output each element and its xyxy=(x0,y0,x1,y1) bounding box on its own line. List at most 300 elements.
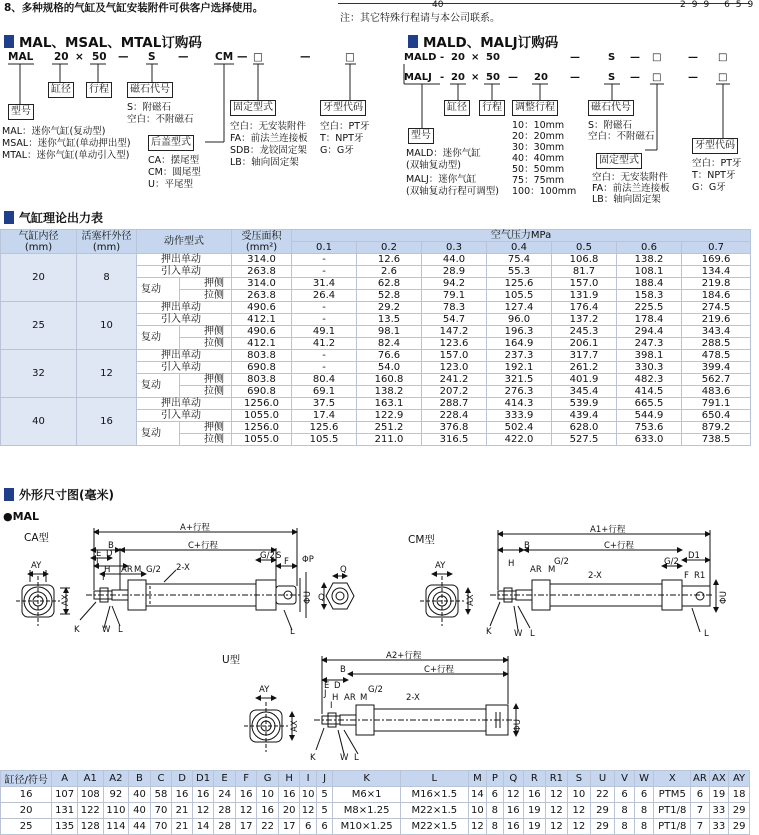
force-value-cell: 791.1 xyxy=(682,398,751,410)
malj-code-dash: — xyxy=(570,72,580,83)
mal-box-mount: 固定型式 xyxy=(230,100,276,116)
table-row xyxy=(1,350,751,362)
col-pressure-value: 0.3 xyxy=(422,242,487,254)
area-cell: 490.6 xyxy=(232,302,292,314)
mal-box-stroke: 行程 xyxy=(86,82,112,98)
dim-col-header: J xyxy=(316,771,332,787)
mal-code-model: MAL xyxy=(8,51,34,63)
dim-value-cell: 107 xyxy=(52,787,78,803)
force-value-cell: 178.4 xyxy=(617,314,682,326)
force-value-cell: 247.3 xyxy=(617,338,682,350)
force-value-cell: 105.5 xyxy=(292,434,357,446)
action-double-cell: 复动 xyxy=(137,374,180,398)
mald-order-title: MALD、MALJ订购码 xyxy=(423,35,559,51)
dim-value-cell: 12 xyxy=(235,803,257,819)
force-value-cell: 206.1 xyxy=(552,338,617,350)
dim-col-header: B xyxy=(129,771,151,787)
u-end-view xyxy=(244,698,292,752)
svg-text:E: E xyxy=(96,549,102,559)
dim-value-cell: 12 xyxy=(468,819,486,835)
mald-box-mount: 固定型式 xyxy=(596,153,642,169)
dim-value-cell: 19 xyxy=(524,803,546,819)
malj-code-dash: — xyxy=(688,72,698,83)
mal-rear-desc-2: CM：圆尾型 xyxy=(148,167,201,178)
dim-col-header: L xyxy=(400,771,468,787)
area-cell: 1055.0 xyxy=(232,434,292,446)
svg-text:B: B xyxy=(108,541,114,551)
mald-box-bore: 缸径 xyxy=(444,100,470,116)
force-value-cell: 316.5 xyxy=(422,434,487,446)
cm-end-view xyxy=(420,574,468,626)
table-row xyxy=(1,398,751,410)
force-value-cell: 79.1 xyxy=(422,290,487,302)
svg-text:AR: AR xyxy=(121,565,133,575)
u-type-label: U型 xyxy=(222,654,241,666)
cut-value: 659 xyxy=(724,0,759,10)
dim-value-cell: 10 xyxy=(300,787,316,803)
mal-mount-desc-3: SDB：龙铰固定架 xyxy=(230,145,307,156)
force-value-cell: 157.0 xyxy=(422,350,487,362)
col-pressure-value: 0.7 xyxy=(682,242,751,254)
dim-value-cell: 28 xyxy=(214,819,236,835)
mal-magnet-desc-1: S：附磁石 xyxy=(127,102,172,113)
force-value-cell: 241.2 xyxy=(422,374,487,386)
dim-value-cell: 17 xyxy=(278,819,300,835)
svg-text:2-X: 2-X xyxy=(176,563,190,573)
svg-text:B: B xyxy=(524,541,530,551)
mald-box-model: 型号 xyxy=(408,128,434,144)
force-value-cell: 321.5 xyxy=(487,374,552,386)
force-value-cell: 31.4 xyxy=(292,278,357,290)
mald-thread-desc-1: 空白：PT牙 xyxy=(692,158,742,169)
force-value-cell: 26.4 xyxy=(292,290,357,302)
force-value-cell: 196.3 xyxy=(487,326,552,338)
dim-value-cell: 19 xyxy=(524,819,546,835)
force-value-cell: - xyxy=(292,362,357,374)
dim-value-cell: 6 xyxy=(615,787,634,803)
force-value-cell: 650.4 xyxy=(682,410,751,422)
force-value-cell: 414.3 xyxy=(487,398,552,410)
dim-col-header: E xyxy=(214,771,236,787)
svg-text:R1: R1 xyxy=(694,571,706,581)
force-value-cell: 137.2 xyxy=(552,314,617,326)
force-value-cell: 251.2 xyxy=(357,422,422,434)
action-push-side-cell: 押侧 xyxy=(180,278,232,290)
mald-model-desc-2: (双轴复动型) xyxy=(406,160,461,171)
svg-text:G/2: G/2 xyxy=(368,685,383,695)
table-row xyxy=(1,819,750,835)
svg-text:B: B xyxy=(340,665,346,675)
dim-value-cell: M16×1.5 xyxy=(400,787,468,803)
force-value-cell: 207.2 xyxy=(422,386,487,398)
mal-code-magnet: S xyxy=(148,51,156,63)
svg-text:ΦU: ΦU xyxy=(303,591,313,604)
svg-text:Q: Q xyxy=(318,593,325,603)
svg-text:D1: D1 xyxy=(688,551,700,561)
force-value-cell: 345.4 xyxy=(552,386,617,398)
svg-text:J: J xyxy=(324,689,327,699)
force-value-cell: 398.1 xyxy=(617,350,682,362)
force-value-cell: 127.4 xyxy=(487,302,552,314)
mald-model-desc-3: MALJ：迷你气缸 xyxy=(406,174,477,185)
dim-value-cell: 8 xyxy=(634,803,653,819)
dim-value-cell: 16 xyxy=(503,819,524,835)
bore-cell: 20 xyxy=(1,254,77,302)
section-marker-icon xyxy=(4,211,14,224)
force-value-cell: 134.4 xyxy=(682,266,751,278)
mal-box-thread: 牙型代码 xyxy=(320,100,366,116)
force-value-cell: 399.4 xyxy=(682,362,751,374)
malj-code-magnet: S xyxy=(608,72,616,83)
svg-text:ΦP: ΦP xyxy=(302,555,314,565)
force-value-cell: 219.6 xyxy=(682,314,751,326)
mal-model-desc-1: MAL：迷你气缸(复动型) xyxy=(2,126,106,137)
dim-value-cell: 16 xyxy=(235,787,257,803)
force-value-cell: 633.0 xyxy=(617,434,682,446)
dim-value-cell: 44 xyxy=(129,819,151,835)
table-row xyxy=(1,302,751,314)
svg-text:M: M xyxy=(360,693,368,703)
malj-code-bore: 20 xyxy=(451,72,465,83)
force-value-cell: 753.6 xyxy=(617,422,682,434)
cut-value-40: 40 xyxy=(432,0,444,10)
adjust-desc-30: 30：30mm xyxy=(512,142,565,153)
dim-value-cell: 40 xyxy=(129,787,151,803)
table-row xyxy=(1,787,750,803)
mal-box-magnet: 磁石代号 xyxy=(127,82,173,98)
adjust-desc-100: 100：100mm xyxy=(512,186,577,197)
force-value-cell: 527.5 xyxy=(552,434,617,446)
bore-cell: 40 xyxy=(1,398,77,446)
action-pull-side-cell: 拉侧 xyxy=(180,290,232,302)
dim-value-cell: 12 xyxy=(545,803,568,819)
section-marker-icon xyxy=(4,488,14,501)
dim-bore-cell: 25 xyxy=(1,819,52,835)
section-marker-icon xyxy=(408,35,418,48)
force-value-cell: 317.7 xyxy=(552,350,617,362)
force-value-cell: 228.4 xyxy=(422,410,487,422)
svg-text:2-X: 2-X xyxy=(588,571,602,581)
force-value-cell: 343.4 xyxy=(682,326,751,338)
force-value-cell: 237.3 xyxy=(487,350,552,362)
force-value-cell: 81.7 xyxy=(552,266,617,278)
svg-text:W: W xyxy=(340,753,349,763)
dim-value-cell: PTM5 xyxy=(654,787,691,803)
malj-code-mount: □ xyxy=(652,72,662,83)
svg-text:AY: AY xyxy=(259,685,270,695)
dim-value-cell: 7 xyxy=(691,803,709,819)
dim-value-cell: 16 xyxy=(503,803,524,819)
mald-code-dash: — xyxy=(630,52,640,63)
force-value-cell: 62.8 xyxy=(357,278,422,290)
action-pull-cell: 引入单动 xyxy=(137,410,232,422)
dim-col-header: I xyxy=(300,771,316,787)
force-value-cell: 123.0 xyxy=(422,362,487,374)
malj-code-dash: — xyxy=(630,72,640,83)
dim-col-header: K xyxy=(333,771,401,787)
col-pressure-value: 0.2 xyxy=(357,242,422,254)
force-value-cell: 13.5 xyxy=(357,314,422,326)
area-cell: 314.0 xyxy=(232,278,292,290)
force-value-cell: 78.3 xyxy=(422,302,487,314)
svg-text:L: L xyxy=(354,753,359,763)
col-action: 动作型式 xyxy=(137,230,232,254)
mald-model-desc-4: (双轴复动行程可调型) xyxy=(406,186,499,197)
svg-text:C+行程: C+行程 xyxy=(424,665,455,675)
mal-rear-desc-1: CA：摆尾型 xyxy=(148,155,200,166)
area-cell: 690.8 xyxy=(232,386,292,398)
dim-col-header: W xyxy=(634,771,653,787)
dim-value-cell: 5 xyxy=(316,803,332,819)
dim-value-cell: 21 xyxy=(172,803,193,819)
series-label: ●MAL xyxy=(3,510,40,523)
dim-col-header: F xyxy=(235,771,257,787)
dim-bore-cell: 20 xyxy=(1,803,52,819)
dim-value-cell: 12 xyxy=(192,803,214,819)
force-value-cell: 414.5 xyxy=(617,386,682,398)
adjust-desc-10: 10：10mm xyxy=(512,120,565,131)
force-value-cell: 422.0 xyxy=(487,434,552,446)
mald-magnet-desc-1: S：附磁石 xyxy=(588,120,633,131)
dim-value-cell: 16 xyxy=(278,787,300,803)
force-value-cell: - xyxy=(292,266,357,278)
mald-code-dash: — xyxy=(688,52,698,63)
malj-code-dash: — xyxy=(508,72,518,83)
table-row xyxy=(1,254,751,266)
force-value-cell: - xyxy=(292,302,357,314)
dim-value-cell: 22 xyxy=(590,787,615,803)
bore-cell: 32 xyxy=(1,350,77,398)
dim-value-cell: 8 xyxy=(634,819,653,835)
mal-code-dash: — xyxy=(118,51,129,63)
dim-col-header: R1 xyxy=(545,771,568,787)
mal-code-rear: CM xyxy=(215,51,234,63)
area-cell: 803.8 xyxy=(232,374,292,386)
dim-value-cell: 8 xyxy=(615,803,634,819)
action-push-cell: 押出单动 xyxy=(137,350,232,362)
malj-code-hyphen: - xyxy=(440,72,445,83)
force-value-cell: 294.4 xyxy=(617,326,682,338)
area-cell: 1256.0 xyxy=(232,398,292,410)
dim-value-cell: M6×1 xyxy=(333,787,401,803)
force-value-cell: 276.3 xyxy=(487,386,552,398)
force-value-cell: 125.6 xyxy=(487,278,552,290)
dim-col-header: H xyxy=(278,771,300,787)
action-pull-side-cell: 拉侧 xyxy=(180,386,232,398)
svg-text:D: D xyxy=(106,549,113,559)
force-value-cell: 105.5 xyxy=(487,290,552,302)
svg-text:AX: AX xyxy=(290,720,300,732)
mal-box-bore: 缸径 xyxy=(48,82,74,98)
dim-col-header: U xyxy=(590,771,615,787)
dim-value-cell: 12 xyxy=(545,819,568,835)
dim-value-cell: 22 xyxy=(257,819,279,835)
dim-value-cell: 16 xyxy=(192,787,214,803)
force-value-cell: 544.9 xyxy=(617,410,682,422)
force-value-cell: - xyxy=(292,350,357,362)
svg-text:G/2: G/2 xyxy=(260,551,275,561)
dim-col-header: AX xyxy=(709,771,728,787)
dim-value-cell: 10 xyxy=(468,803,486,819)
svg-text:H: H xyxy=(332,693,339,703)
force-value-cell: 163.1 xyxy=(357,398,422,410)
mal-code-bore: 20 xyxy=(54,51,69,63)
dim-value-cell: 114 xyxy=(103,819,129,835)
dim-col-header: P xyxy=(487,771,503,787)
svg-text:AX: AX xyxy=(61,594,71,606)
dim-value-cell: 6 xyxy=(691,787,709,803)
dim-bore-cell: 16 xyxy=(1,787,52,803)
force-value-cell: 879.2 xyxy=(682,422,751,434)
dim-value-cell: 8 xyxy=(615,819,634,835)
svg-text:C+行程: C+行程 xyxy=(188,541,219,551)
force-value-cell: 69.1 xyxy=(292,386,357,398)
dim-value-cell: 18 xyxy=(729,787,750,803)
dim-value-cell: 12 xyxy=(568,819,591,835)
svg-text:W: W xyxy=(514,629,523,639)
dim-value-cell: PT1/8 xyxy=(654,819,691,835)
force-value-cell: 17.4 xyxy=(292,410,357,422)
dim-value-cell: 16 xyxy=(524,787,546,803)
action-push-cell: 押出单动 xyxy=(137,302,232,314)
action-push-cell: 押出单动 xyxy=(137,254,232,266)
area-cell: 1256.0 xyxy=(232,422,292,434)
mald-mount-desc-3: LB：轴向固定架 xyxy=(592,194,661,205)
dim-col-header: G xyxy=(257,771,279,787)
dim-value-cell: 20 xyxy=(278,803,300,819)
dim-col-header: X xyxy=(654,771,691,787)
feature-item-8: 8、多种规格的气缸及气缸安装附件可供客户选择使用。 xyxy=(4,2,264,14)
svg-text:L: L xyxy=(530,629,535,639)
dim-value-cell: 70 xyxy=(150,803,172,819)
dim-value-cell: 8 xyxy=(487,803,503,819)
dim-value-cell: 19 xyxy=(709,787,728,803)
col-area: 受压面积 (mm²) xyxy=(232,230,292,254)
dim-value-cell: 29 xyxy=(590,803,615,819)
force-value-cell: 106.8 xyxy=(552,254,617,266)
svg-text:AR: AR xyxy=(344,693,356,703)
svg-text:D: D xyxy=(334,681,341,691)
area-cell: 803.8 xyxy=(232,350,292,362)
svg-text:AY: AY xyxy=(31,561,42,571)
dim-value-cell: 5 xyxy=(316,787,332,803)
force-value-cell: 562.7 xyxy=(682,374,751,386)
dim-value-cell: 135 xyxy=(52,819,78,835)
force-value-cell: 41.2 xyxy=(292,338,357,350)
svg-text:A+行程: A+行程 xyxy=(180,523,210,533)
malj-code-stroke: 50 xyxy=(486,72,500,83)
svg-text:AR: AR xyxy=(530,565,542,575)
force-value-cell: 158.3 xyxy=(617,290,682,302)
force-value-cell: 628.0 xyxy=(552,422,617,434)
dim-value-cell: 12 xyxy=(300,803,316,819)
dim-value-cell: 92 xyxy=(103,787,129,803)
svg-text:W: W xyxy=(102,625,111,635)
bore-cell: 25 xyxy=(1,302,77,350)
dim-value-cell: 7 xyxy=(691,819,709,835)
mald-mount-desc-1: 空白：无安装附件 xyxy=(592,172,669,183)
col-pressure-value: 0.4 xyxy=(487,242,552,254)
action-double-cell: 复动 xyxy=(137,278,180,302)
adjust-desc-50: 50：50mm xyxy=(512,164,565,175)
mald-code-times: × xyxy=(471,52,480,63)
area-cell: 263.8 xyxy=(232,266,292,278)
action-pull-side-cell: 拉侧 xyxy=(180,338,232,350)
force-value-cell: 37.5 xyxy=(292,398,357,410)
mald-thread-desc-3: G：G牙 xyxy=(692,182,726,193)
force-value-cell: 108.1 xyxy=(617,266,682,278)
svg-text:S: S xyxy=(276,551,282,561)
force-value-cell: 147.2 xyxy=(422,326,487,338)
svg-text:K: K xyxy=(486,627,492,637)
force-value-cell: 211.0 xyxy=(357,434,422,446)
svg-text:L: L xyxy=(118,625,123,635)
mal-mount-desc-2: FA：前法兰连接板 xyxy=(230,133,308,144)
mald-code-dash: — xyxy=(570,52,580,63)
rod-cell: 8 xyxy=(77,254,137,302)
dim-value-cell: 8 xyxy=(487,819,503,835)
force-value-cell: 439.4 xyxy=(552,410,617,422)
mald-magnet-desc-2: 空白：不附磁石 xyxy=(588,131,655,142)
force-value-cell: 2.6 xyxy=(357,266,422,278)
dim-value-cell: 33 xyxy=(709,803,728,819)
mal-code-times: × xyxy=(75,51,84,63)
mal-box-rear: 后盖型式 xyxy=(148,135,194,151)
col-pressure: 空气压力MPa xyxy=(292,230,751,242)
force-value-cell: 738.5 xyxy=(682,434,751,446)
svg-text:G/2: G/2 xyxy=(664,557,679,567)
svg-text:H: H xyxy=(104,565,111,575)
mal-mount-desc-4: LB：轴向固定架 xyxy=(230,157,299,168)
rod-cell: 12 xyxy=(77,350,137,398)
dim-col-header: D xyxy=(172,771,193,787)
dim-value-cell: 29 xyxy=(729,819,750,835)
force-value-cell: 261.2 xyxy=(552,362,617,374)
force-value-cell: 160.8 xyxy=(357,374,422,386)
mald-code-model: MALD xyxy=(404,52,437,63)
force-value-cell: 96.0 xyxy=(487,314,552,326)
force-value-cell: 12.6 xyxy=(357,254,422,266)
force-value-cell: 539.9 xyxy=(552,398,617,410)
dim-value-cell: 16 xyxy=(172,787,193,803)
mal-code-dash: — xyxy=(300,51,311,63)
dim-col-header: A xyxy=(52,771,78,787)
svg-text:H: H xyxy=(508,559,515,569)
mald-code-stroke: 50 xyxy=(486,52,500,63)
col-bore: 气缸内径 (mm) xyxy=(1,230,77,254)
force-table xyxy=(0,229,751,446)
mald-code-bore: 20 xyxy=(451,52,465,63)
dim-value-cell: 6 xyxy=(634,787,653,803)
dim-value-cell: 128 xyxy=(77,819,103,835)
rod-cell: 16 xyxy=(77,398,137,446)
svg-text:L: L xyxy=(704,629,709,639)
force-value-cell: 80.4 xyxy=(292,374,357,386)
dim-value-cell: 122 xyxy=(77,803,103,819)
dim-value-cell: 110 xyxy=(103,803,129,819)
force-value-cell: 288.7 xyxy=(422,398,487,410)
force-value-cell: 288.5 xyxy=(682,338,751,350)
svg-text:L: L xyxy=(290,627,295,637)
dim-value-cell: 29 xyxy=(590,819,615,835)
force-value-cell: 482.3 xyxy=(617,374,682,386)
dim-value-cell: 70 xyxy=(150,819,172,835)
dim-col-header: AR xyxy=(691,771,709,787)
dim-col-header: D1 xyxy=(192,771,214,787)
mal-mount-desc-1: 空白：无安装附件 xyxy=(230,121,307,132)
mal-code-dash: — xyxy=(237,51,248,63)
dim-col-header: V xyxy=(615,771,634,787)
